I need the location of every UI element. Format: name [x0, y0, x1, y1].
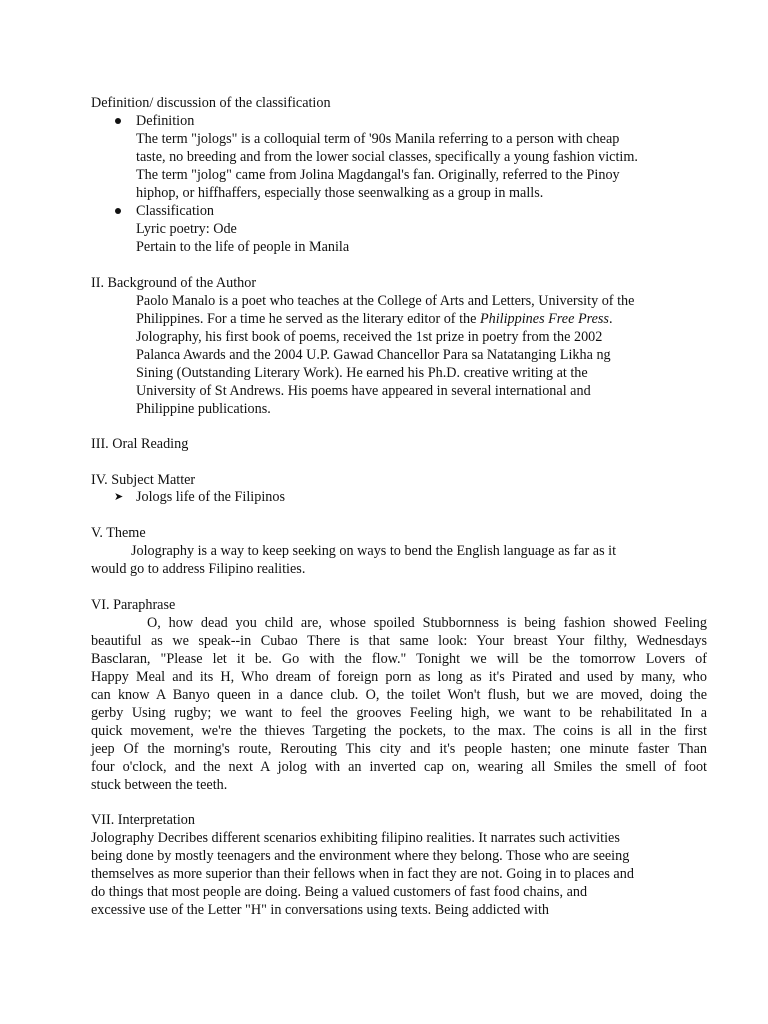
background-text-segment: .	[608, 311, 613, 327]
section-heading-definition: Definition/ discussion of the classification	[91, 95, 331, 111]
classification-label: Classification	[136, 203, 215, 219]
arrow-bullet-icon: ➤	[114, 491, 124, 503]
section-heading-theme: V. Theme	[91, 525, 146, 541]
paraphrase-text-line: jeep Of the morning's route, Rerouting This city and it's people hasten; one minute faster Than	[91, 741, 707, 757]
interpretation-text-line: excessive use of the Letter "H" in conversations using texts. Being addicted with	[91, 902, 549, 918]
background-text-line: Sining (Outstanding Literary Work). He earned his Ph.D. creative writing at the	[136, 365, 588, 381]
background-text-line: Paolo Manalo is a poet who teaches at the College of Arts and Letters, University of the	[136, 293, 635, 309]
section-heading-paraphrase: VI. Paraphrase	[91, 597, 176, 613]
interpretation-text-line: Jolography Decribes different scenarios exhibiting filipino realities. It narrates such activities	[91, 830, 620, 846]
background-text-line: Jolography, his first book of poems, received the 1st prize in poetry from the 2002	[136, 329, 603, 345]
publication-title: Philippines Free Press	[479, 311, 609, 327]
paraphrase-text-line: Basclaran, "Please let it be. Go with the flow." Tonight we will be the tomorrow Lovers of	[91, 651, 707, 667]
definition-label: Definition	[136, 113, 195, 129]
interpretation-text-line: themselves as more superior than their fellows when in fact they are not. Going in to places and	[91, 866, 634, 882]
theme-text-line: would go to address Filipino realities.	[91, 561, 306, 577]
paraphrase-text-line: four o'clock, and the next A jolog with an inverted cap on, wearing all Smiles the smell of foot	[91, 759, 707, 775]
definition-text-line: hiphop, or hiffhaffers, especially those seenwalking as a group in malls.	[136, 185, 544, 201]
subject-matter-item: Jologs life of the Filipinos	[136, 489, 285, 505]
section-heading-subject-matter: IV. Subject Matter	[91, 472, 196, 488]
section-heading-interpretation: VII. Interpretation	[91, 812, 195, 828]
bullet-icon	[115, 118, 121, 124]
section-heading-oral-reading: III. Oral Reading	[91, 436, 189, 452]
definition-text-line: The term "jologs" is a colloquial term of '90s Manila referring to a person with cheap	[136, 131, 620, 147]
interpretation-text-line: being done by mostly teenagers and the environment where they belong. Those who are seeing	[91, 848, 630, 864]
bullet-icon	[115, 208, 121, 214]
theme-text-line: Jolography is a way to keep seeking on ways to bend the English language as far as it	[131, 543, 617, 559]
background-text-line: Philippine publications.	[136, 401, 271, 417]
definition-text-line: taste, no breeding and from the lower social classes, specifically a young fashion victim.	[136, 149, 638, 165]
background-text-line: University of St Andrews. His poems have appeared in several international and	[136, 383, 591, 399]
definition-text-line: The term "jolog" came from Jolina Magdangal's fan. Originally, referred to the Pinoy	[136, 167, 620, 183]
background-text-segment: Philippines. For a time he served as the literary editor of the	[136, 311, 480, 327]
background-text-line: Palanca Awards and the 2004 U.P. Gawad Chancellor Para sa Natatanging Likha ng	[136, 347, 611, 363]
paraphrase-text-line: Happy Meal and its H, Who dream of foreign porn as long as it's Pirated and used by many, who	[91, 669, 707, 685]
classification-line: Lyric poetry: Ode	[136, 221, 237, 237]
paraphrase-text-line: quick movement, we're the thieves Targeting the pockets, to the max. The coins is all in the first	[91, 723, 707, 739]
paraphrase-text-line: gerby Using rugby; we want to feel the grooves Feeling high, we want to be rehabilitated In a	[91, 705, 707, 721]
paraphrase-text-line: can know A Banyo queen in a dance club. O, the toilet Won't flush, but we are moved, doing the	[91, 687, 707, 703]
paraphrase-text-line: beautiful as we speak--in Cubao There is that same look: Your breast Your filthy, Wednesdays	[91, 633, 707, 649]
classification-line: Pertain to the life of people in Manila	[136, 239, 350, 255]
paraphrase-text-line: O, how dead you child are, whose spoiled Stubbornness is being fashion showed Feeling	[147, 615, 707, 631]
interpretation-text-line: do things that most people are doing. Being a valued customers of fast food chains, and	[91, 884, 588, 900]
background-text-line	[136, 310, 613, 328]
section-heading-background: II. Background of the Author	[91, 275, 257, 291]
paraphrase-text-line: stuck between the teeth.	[91, 777, 228, 793]
